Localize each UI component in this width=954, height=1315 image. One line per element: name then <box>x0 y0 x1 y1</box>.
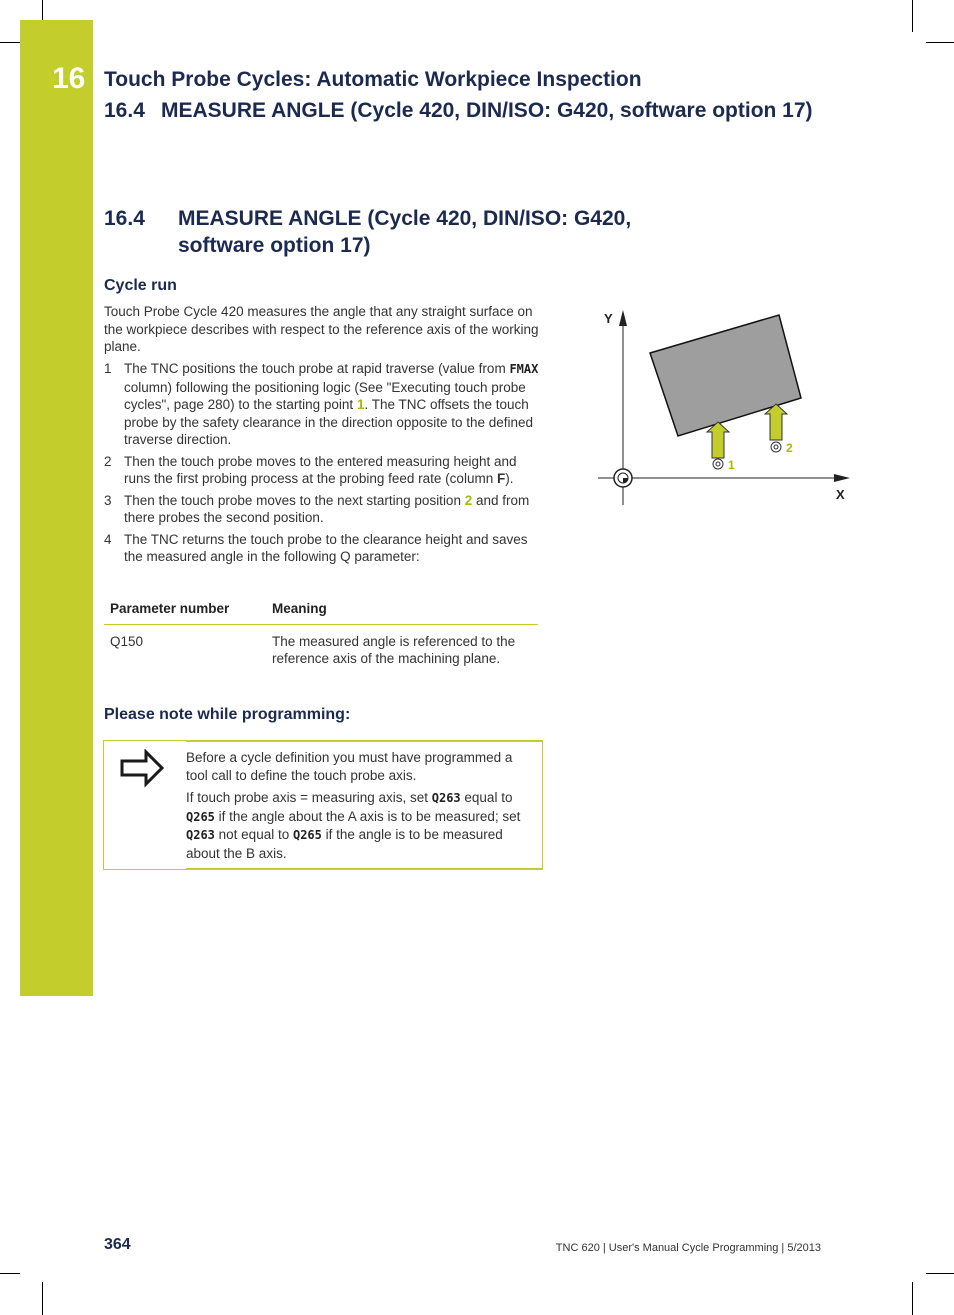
cycle-run-intro: Touch Probe Cycle 420 measures the angle that any straight surface on the workpiece describes with respect to the reference axis of the working plane. <box>104 304 539 354</box>
point-ref: 2 <box>464 492 473 508</box>
table-cell: Q150 <box>110 633 144 649</box>
point-1-label: 1 <box>728 458 735 472</box>
step-text: and from there probes the second position. <box>124 492 530 525</box>
divider <box>186 868 542 869</box>
step-number: 4 <box>104 531 112 547</box>
note-heading: Please note while programming: <box>104 706 351 723</box>
step-text: Then the touch probe moves to the entered measuring height and runs the first probing process at the probing feed rate (column <box>124 453 517 486</box>
code-q263: Q263 <box>186 828 215 842</box>
list-item <box>104 453 540 488</box>
table-cell: The measured angle is referenced to the reference axis of the machining plane. <box>272 633 516 666</box>
crop-mark <box>926 1273 954 1274</box>
running-section-header <box>104 99 813 123</box>
crop-mark <box>0 42 20 43</box>
crop-mark <box>912 0 913 32</box>
note-text <box>186 749 536 867</box>
footer-text: TNC 620 | User's Manual Cycle Programming | 5/2013 <box>555 1242 821 1254</box>
crop-mark <box>0 1273 20 1274</box>
column-header: Parameter number <box>104 598 266 624</box>
step-number: 3 <box>104 492 112 508</box>
note-paragraph <box>186 789 536 862</box>
step-text: The TNC positions the touch probe at rapid traverse (value from <box>124 361 510 376</box>
note-paragraph: Before a cycle definition you must have programmed a tool call to define the touch probe axis. <box>186 750 513 783</box>
running-section-number: 16.4 <box>104 99 145 122</box>
step-text: column) following the positioning logic (See "Executing touch probe cycles", page 280) to the starting point <box>124 379 526 412</box>
code-fmax: FMAX <box>509 362 539 376</box>
parameter-table <box>104 598 538 668</box>
step-number: 1 <box>104 361 112 376</box>
list-item <box>104 531 540 566</box>
section-number: 16.4 <box>104 207 145 230</box>
cycle-run-heading: Cycle run <box>104 277 177 294</box>
point-2-label: 2 <box>786 441 793 455</box>
note-fragment: If touch probe axis = measuring axis, set <box>186 790 432 805</box>
x-axis-arrow <box>834 474 850 482</box>
chapter-number: 16 <box>52 62 86 95</box>
crop-mark <box>42 0 43 20</box>
table-header-row <box>104 598 538 624</box>
chapter-title: Touch Probe Cycles: Automatic Workpiece Inspection <box>104 68 642 91</box>
note-fragment: if the angle is to be measured about the B axis. <box>186 827 503 861</box>
x-axis-label: X <box>836 487 845 502</box>
step-text: Then the touch probe moves to the next starting position <box>124 492 465 508</box>
column-f: F <box>496 471 506 486</box>
step-text: ). <box>505 471 514 486</box>
list-item <box>104 492 540 527</box>
note-fragment: equal to <box>460 790 513 805</box>
running-section-title: MEASURE ANGLE (Cycle 420, DIN/ISO: G420, software option 17) <box>161 99 813 122</box>
code-q265: Q265 <box>186 809 215 824</box>
y-axis-arrow <box>619 310 627 326</box>
y-axis-label: Y <box>604 311 613 326</box>
section-title: MEASURE ANGLE (Cycle 420, DIN/ISO: G420, software option 17) <box>178 207 632 257</box>
note-fragment: if the angle about the A axis is to be measured; set <box>214 808 521 824</box>
column-header: Meaning <box>266 598 538 624</box>
arrow-right-icon <box>120 749 166 794</box>
probe-arrow-2 <box>765 404 787 440</box>
code-q263: Q263 <box>431 791 461 805</box>
crop-mark <box>42 1282 43 1315</box>
cycle-steps-list <box>104 360 540 570</box>
step-text: . The TNC offsets the touch probe by the safety clearance in the direction opposite to the defined traverse direction. <box>124 397 534 447</box>
page-number: 364 <box>104 1236 131 1253</box>
measure-angle-diagram <box>590 300 860 515</box>
probe-arrow-1 <box>707 422 729 458</box>
list-item <box>104 360 540 449</box>
step-number: 2 <box>104 453 112 469</box>
table-row <box>104 624 538 668</box>
chapter-sidebar <box>20 20 93 996</box>
code-q265: Q265 <box>292 828 322 842</box>
point-ref: 1 <box>356 397 365 412</box>
crop-mark <box>912 1282 913 1315</box>
note-fragment: not equal to <box>214 827 293 842</box>
crop-mark <box>926 42 954 43</box>
point-1-marker <box>713 459 723 469</box>
step-text: The TNC returns the touch probe to the clearance height and saves the measured angle in the following Q parameter: <box>124 531 528 564</box>
note-box <box>103 740 543 870</box>
divider <box>186 741 542 742</box>
point-2-marker <box>771 442 781 452</box>
